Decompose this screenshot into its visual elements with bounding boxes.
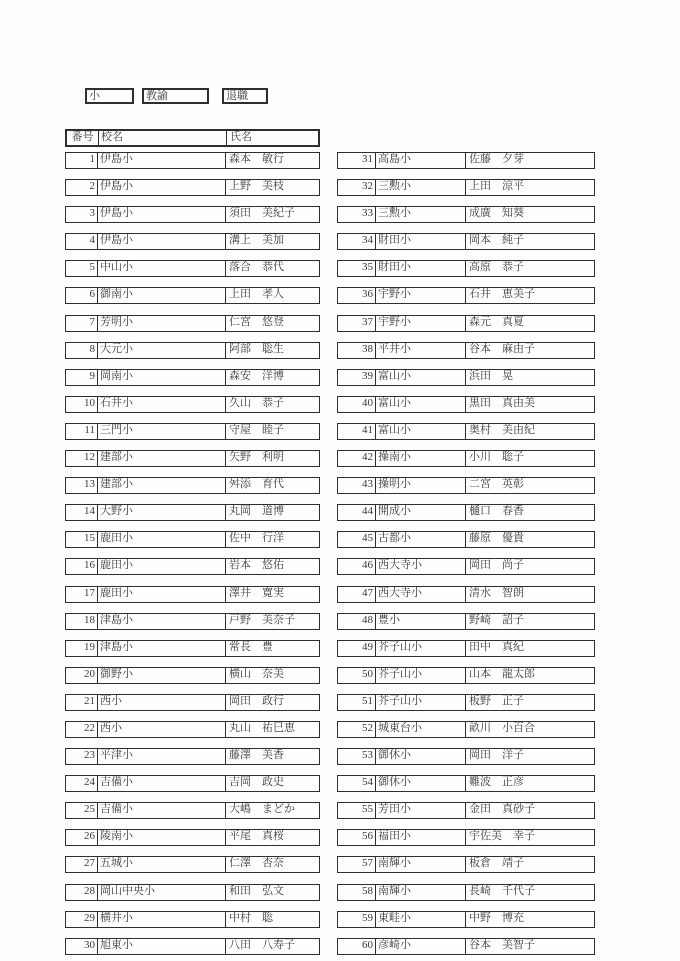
table-row <box>65 829 320 846</box>
table-row <box>337 586 595 603</box>
row-number: 16 <box>66 559 98 574</box>
table-row <box>337 504 595 521</box>
row-number: 8 <box>66 343 98 358</box>
table-row <box>337 423 595 440</box>
row-school: 吉備小 <box>98 803 226 818</box>
row-school: 建部小 <box>98 478 226 493</box>
row-number: 32 <box>338 180 376 195</box>
row-school: 御南小 <box>98 288 226 303</box>
row-name: 岩本 悠佑 <box>229 559 284 572</box>
table-row <box>65 260 320 277</box>
table-row <box>65 911 320 928</box>
row-name: 畝川 小百合 <box>469 721 535 734</box>
table-row <box>65 694 320 711</box>
table-row <box>337 287 595 304</box>
row-name: 上田 孝人 <box>229 288 284 301</box>
row-number: 46 <box>338 559 376 574</box>
row-school: 大元小 <box>98 343 226 358</box>
row-number: 47 <box>338 587 376 602</box>
row-number: 18 <box>66 614 98 629</box>
row-school: 古都小 <box>376 532 466 547</box>
table-column-left <box>65 152 320 955</box>
row-name: 八田 八寿子 <box>229 938 295 951</box>
row-number: 38 <box>338 343 376 358</box>
row-number: 41 <box>338 424 376 439</box>
row-number: 40 <box>338 397 376 412</box>
row-school: 操南小 <box>376 451 466 466</box>
row-name: 岡田 尚子 <box>469 559 524 572</box>
row-number: 22 <box>66 722 98 737</box>
row-school: 五城小 <box>98 857 226 872</box>
table-row <box>337 856 595 873</box>
row-number: 14 <box>66 505 98 520</box>
row-school: 西大寺小 <box>376 587 466 602</box>
row-name: 岡本 純子 <box>469 234 524 247</box>
table-row <box>337 531 595 548</box>
filter-box-kyouyu-label: 教諭 <box>146 90 168 102</box>
row-school: 鹿田小 <box>98 587 226 602</box>
table-row <box>65 667 320 684</box>
row-school: 富山小 <box>376 424 466 439</box>
row-name: 清水 智朗 <box>469 586 524 599</box>
row-name: 小川 聡子 <box>469 451 524 464</box>
row-number: 56 <box>338 830 376 845</box>
row-number: 6 <box>66 288 98 303</box>
row-name: 丸岡 道博 <box>229 505 284 518</box>
filter-bar <box>0 88 680 106</box>
row-number: 36 <box>338 288 376 303</box>
row-school: 開成小 <box>376 505 466 520</box>
table-row <box>65 342 320 359</box>
table-row <box>65 748 320 765</box>
row-number: 54 <box>338 776 376 791</box>
table-row <box>65 179 320 196</box>
row-name: 守屋 睦子 <box>229 423 284 436</box>
row-number: 45 <box>338 532 376 547</box>
row-number: 39 <box>338 370 376 385</box>
table-row <box>65 721 320 738</box>
row-number: 21 <box>66 695 98 710</box>
row-name: 佐中 行洋 <box>229 532 284 545</box>
row-name: 山本 龍太郎 <box>469 667 535 680</box>
row-name: 藤原 優貴 <box>469 532 524 545</box>
row-school: 岡南小 <box>98 370 226 385</box>
row-school: 三勲小 <box>376 207 466 222</box>
table-row <box>65 884 320 901</box>
row-name: 溝上 美加 <box>229 234 284 247</box>
table-row <box>337 775 595 792</box>
table-row <box>337 802 595 819</box>
row-number: 2 <box>66 180 98 195</box>
row-name: 難波 正彦 <box>469 776 524 789</box>
row-school: 南輝小 <box>376 857 466 872</box>
row-name: 浜田 晃 <box>469 369 513 382</box>
row-school: 西大寺小 <box>376 559 466 574</box>
row-number: 28 <box>66 885 98 900</box>
table-row <box>337 748 595 765</box>
table-column-right <box>337 152 595 955</box>
row-school: 御休小 <box>376 749 466 764</box>
row-school: 福田小 <box>376 830 466 845</box>
row-school: 平津小 <box>98 749 226 764</box>
table-row <box>337 342 595 359</box>
row-school: 城東台小 <box>376 722 466 737</box>
row-school: 芥子山小 <box>376 641 466 656</box>
row-name: 谷本 美智子 <box>469 938 535 951</box>
row-name: 宇佐美 幸子 <box>469 830 535 843</box>
row-name: 石井 恵美子 <box>469 288 535 301</box>
row-name: 金田 真砂子 <box>469 803 535 816</box>
row-number: 48 <box>338 614 376 629</box>
row-number: 44 <box>338 505 376 520</box>
row-number: 34 <box>338 234 376 249</box>
table-row <box>65 856 320 873</box>
table-row <box>65 206 320 223</box>
row-school: 財田小 <box>376 261 466 276</box>
row-name: 黒田 真由美 <box>469 396 535 409</box>
row-name: 仁宮 悠登 <box>229 315 284 328</box>
table-row <box>337 667 595 684</box>
row-name: 須田 美紀子 <box>229 207 295 220</box>
row-name: 長崎 千代子 <box>469 884 535 897</box>
row-number: 60 <box>338 939 376 954</box>
table-row <box>65 233 320 250</box>
table-row <box>337 396 595 413</box>
row-number: 35 <box>338 261 376 276</box>
row-name: 中野 博充 <box>469 911 524 924</box>
row-number: 49 <box>338 641 376 656</box>
table-row <box>337 938 595 955</box>
table-row <box>65 369 320 386</box>
header-name: 氏名 <box>230 131 252 143</box>
row-school: 伊島小 <box>98 180 226 195</box>
row-number: 1 <box>66 153 98 168</box>
row-name: 澤井 寛実 <box>229 586 284 599</box>
table-row <box>337 884 595 901</box>
row-number: 52 <box>338 722 376 737</box>
filter-box-taishoku <box>222 88 268 104</box>
row-number: 17 <box>66 587 98 602</box>
table-row <box>337 721 595 738</box>
row-school: 三門小 <box>98 424 226 439</box>
table-row <box>337 260 595 277</box>
row-name: 奥村 美由紀 <box>469 423 535 436</box>
row-number: 27 <box>66 857 98 872</box>
row-school: 富山小 <box>376 397 466 412</box>
header-number: 番号 <box>67 131 99 145</box>
row-school: 旭東小 <box>98 939 226 954</box>
table-header-row <box>65 129 320 147</box>
row-name: 常長 豊 <box>229 640 273 653</box>
filter-box-taishoku-label: 退職 <box>226 90 248 102</box>
row-number: 25 <box>66 803 98 818</box>
row-number: 59 <box>338 912 376 927</box>
row-school: 高島小 <box>376 153 466 168</box>
row-number: 13 <box>66 478 98 493</box>
row-name: 久山 恭子 <box>229 396 284 409</box>
row-school: 津島小 <box>98 641 226 656</box>
table-row <box>65 640 320 657</box>
row-name: 谷本 麻由子 <box>469 342 535 355</box>
table-row <box>65 396 320 413</box>
row-number: 58 <box>338 885 376 900</box>
row-name: 丸山 祐巳恵 <box>229 721 295 734</box>
row-school: 平井小 <box>376 343 466 358</box>
row-name: 矢野 利明 <box>229 451 284 464</box>
row-school: 津島小 <box>98 614 226 629</box>
row-name: 吉岡 政史 <box>229 776 284 789</box>
row-school: 御休小 <box>376 776 466 791</box>
row-school: 宇野小 <box>376 288 466 303</box>
row-number: 3 <box>66 207 98 222</box>
row-name: 平尾 真桜 <box>229 830 284 843</box>
row-name: 阿部 聡生 <box>229 342 284 355</box>
row-number: 33 <box>338 207 376 222</box>
row-school: 富山小 <box>376 370 466 385</box>
row-number: 23 <box>66 749 98 764</box>
row-name: 岡田 洋子 <box>469 749 524 762</box>
table-row <box>65 531 320 548</box>
table-row <box>65 802 320 819</box>
row-number: 50 <box>338 668 376 683</box>
table-row <box>65 152 320 169</box>
row-school: 横井小 <box>98 912 226 927</box>
row-number: 11 <box>66 424 98 439</box>
row-school: 陵南小 <box>98 830 226 845</box>
row-number: 57 <box>338 857 376 872</box>
row-school: 大野小 <box>98 505 226 520</box>
row-name: 二宮 英彰 <box>469 478 524 491</box>
row-school: 芥子山小 <box>376 695 466 710</box>
row-number: 24 <box>66 776 98 791</box>
header-school: 校名 <box>99 131 227 145</box>
row-name: 成廣 知葵 <box>469 207 524 220</box>
table-row <box>337 477 595 494</box>
filter-box-kyouyu <box>142 88 209 104</box>
row-school: 財田小 <box>376 234 466 249</box>
row-school: 三勲小 <box>376 180 466 195</box>
row-name: 森本 敏行 <box>229 153 284 165</box>
row-school: 東畦小 <box>376 912 466 927</box>
row-name: 藤澤 美香 <box>229 749 284 762</box>
row-name: 上田 涼平 <box>469 180 524 193</box>
row-name: 和田 弘文 <box>229 884 284 897</box>
row-name: 中村 聡 <box>229 911 273 924</box>
row-number: 55 <box>338 803 376 818</box>
row-school: 伊島小 <box>98 207 226 222</box>
row-number: 20 <box>66 668 98 683</box>
row-name: 樋口 春香 <box>469 505 524 518</box>
table-row <box>65 586 320 603</box>
row-number: 30 <box>66 939 98 954</box>
row-school: 建部小 <box>98 451 226 466</box>
table-row <box>337 911 595 928</box>
row-name: 落合 恭代 <box>229 261 284 274</box>
table-row <box>337 694 595 711</box>
row-number: 43 <box>338 478 376 493</box>
row-school: 宇野小 <box>376 316 466 331</box>
row-number: 31 <box>338 153 376 168</box>
row-name: 森安 洋博 <box>229 369 284 382</box>
table-row <box>65 315 320 332</box>
row-number: 15 <box>66 532 98 547</box>
row-number: 10 <box>66 397 98 412</box>
row-name: 戸野 美奈子 <box>229 613 295 626</box>
table-row <box>65 287 320 304</box>
row-school: 西小 <box>98 722 226 737</box>
row-number: 29 <box>66 912 98 927</box>
row-school: 操明小 <box>376 478 466 493</box>
row-school: 伊島小 <box>98 234 226 249</box>
row-name: 舛添 育代 <box>229 478 284 491</box>
row-school: 中山小 <box>98 261 226 276</box>
row-school: 芳田小 <box>376 803 466 818</box>
row-school: 彦崎小 <box>376 939 466 954</box>
table-row <box>65 504 320 521</box>
table-row <box>65 613 320 630</box>
table-row <box>337 558 595 575</box>
table-row <box>337 640 595 657</box>
row-name: 横山 奈美 <box>229 667 284 680</box>
row-number: 53 <box>338 749 376 764</box>
row-school: 吉備小 <box>98 776 226 791</box>
row-school: 芳明小 <box>98 316 226 331</box>
row-number: 4 <box>66 234 98 249</box>
table-row <box>65 477 320 494</box>
table-row <box>65 775 320 792</box>
row-number: 19 <box>66 641 98 656</box>
table-row <box>337 315 595 332</box>
table-row <box>337 179 595 196</box>
row-number: 51 <box>338 695 376 710</box>
row-school: 伊島小 <box>98 153 226 168</box>
filter-box-shou-label: 小 <box>89 90 100 102</box>
row-school: 南輝小 <box>376 885 466 900</box>
row-school: 岡山中央小 <box>98 885 226 900</box>
row-school: 豊小 <box>376 614 466 629</box>
table-row <box>65 938 320 955</box>
row-name: 大嶋 まどか <box>229 803 295 816</box>
row-school: 御野小 <box>98 668 226 683</box>
row-name: 板倉 靖子 <box>469 857 524 870</box>
row-name: 高原 恭子 <box>469 261 524 274</box>
row-school: 西小 <box>98 695 226 710</box>
row-number: 42 <box>338 451 376 466</box>
table-row <box>337 829 595 846</box>
row-school: 芥子山小 <box>376 668 466 683</box>
table-row <box>337 450 595 467</box>
row-number: 26 <box>66 830 98 845</box>
row-number: 37 <box>338 316 376 331</box>
table-row <box>337 206 595 223</box>
table-row <box>65 558 320 575</box>
row-name: 森元 真夏 <box>469 315 524 328</box>
row-name: 野崎 詔子 <box>469 613 524 626</box>
row-name: 岡田 政行 <box>229 694 284 707</box>
table-row <box>337 233 595 250</box>
row-name: 仁澤 杏奈 <box>229 857 284 870</box>
row-name: 上野 美枝 <box>229 180 284 193</box>
row-name: 佐藤 夕芽 <box>469 153 524 165</box>
row-school: 鹿田小 <box>98 559 226 574</box>
table-row <box>337 613 595 630</box>
table-row <box>65 450 320 467</box>
row-number: 5 <box>66 261 98 276</box>
table-row <box>337 152 595 169</box>
row-name: 田中 真紀 <box>469 640 524 653</box>
row-number: 7 <box>66 316 98 331</box>
row-name: 板野 正子 <box>469 694 524 707</box>
filter-box-shou <box>85 88 134 104</box>
row-number: 12 <box>66 451 98 466</box>
table-row <box>65 423 320 440</box>
table-row <box>337 369 595 386</box>
row-school: 鹿田小 <box>98 532 226 547</box>
row-number: 9 <box>66 370 98 385</box>
row-school: 石井小 <box>98 397 226 412</box>
